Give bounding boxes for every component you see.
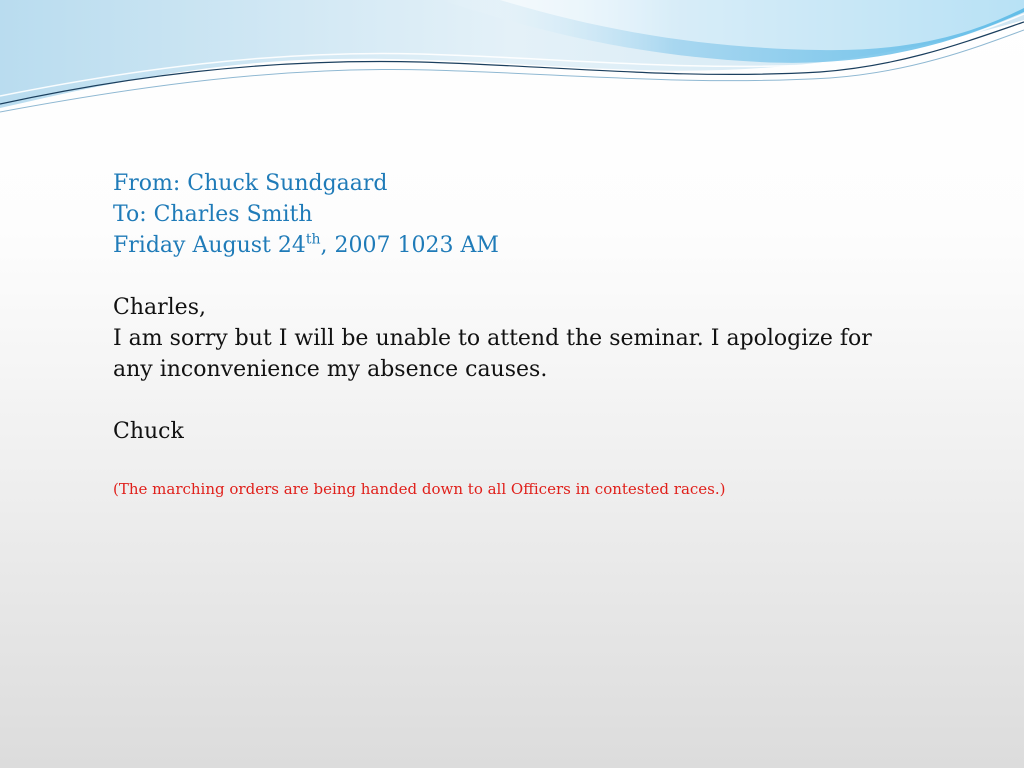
email-body: I am sorry but I will be unable to attend the seminar. I apologize for any inconvenience my absence causes. [113, 326, 872, 382]
email-date-ordinal: th [305, 231, 321, 248]
spacer [113, 261, 893, 292]
email-content [113, 168, 893, 500]
header-wave-decoration [0, 0, 1024, 130]
email-date-prefix: Friday August 24 [113, 233, 306, 258]
email-greeting: Charles, [113, 295, 206, 320]
spacer [113, 447, 893, 478]
email-from: From: Chuck Sundgaard [113, 171, 388, 196]
email-date-suffix: , 2007 1023 AM [320, 233, 499, 258]
note-text: (The marching orders are being handed down to all Officers in contested races.) [113, 480, 726, 498]
email-to: To: Charles Smith [113, 202, 313, 227]
email-signature: Chuck [113, 419, 184, 444]
email-date [113, 230, 893, 261]
spacer [113, 385, 893, 416]
